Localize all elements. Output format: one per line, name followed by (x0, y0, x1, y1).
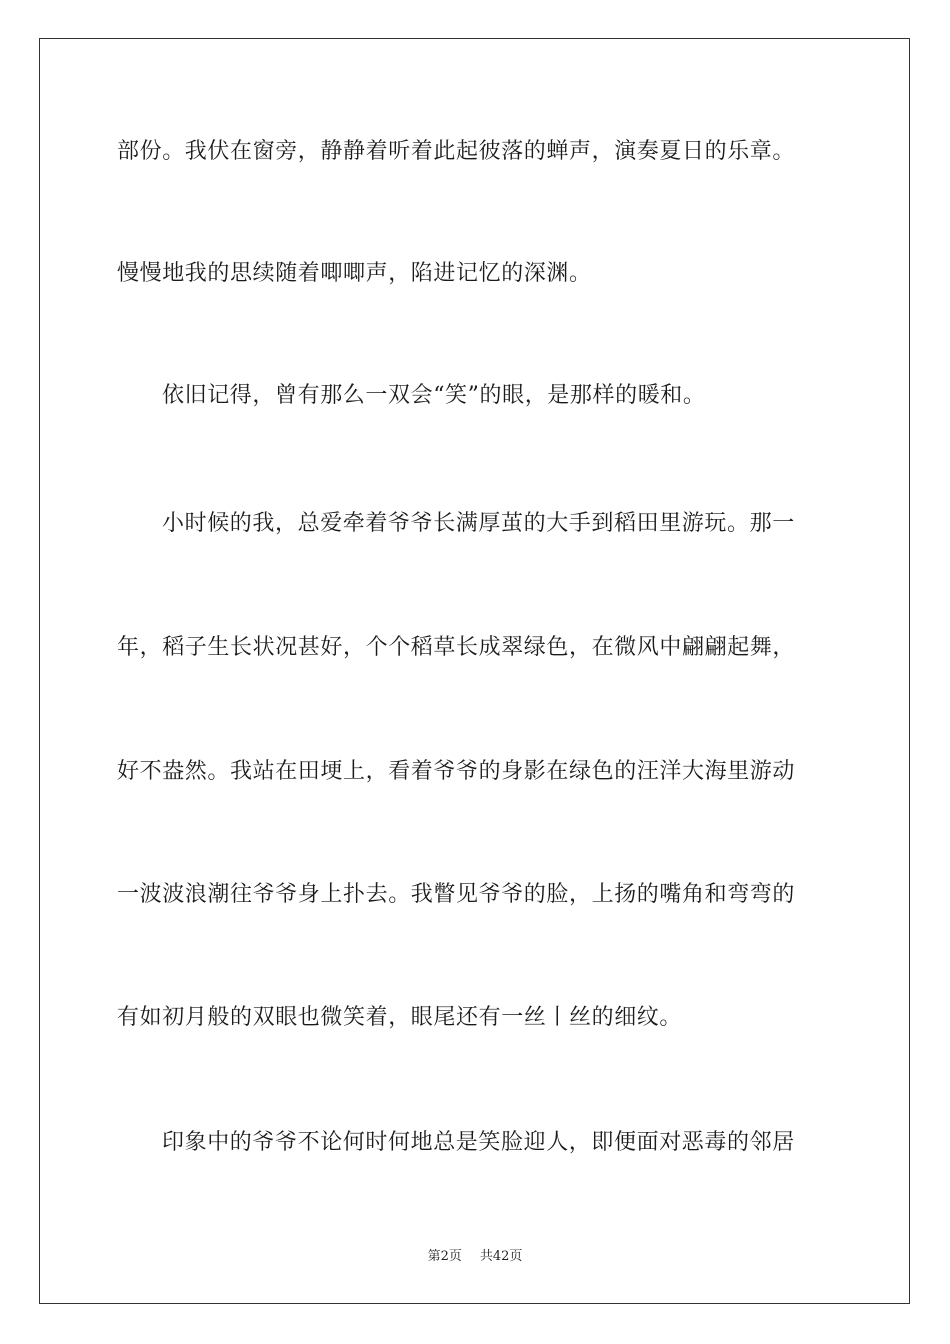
page-footer (0, 1248, 950, 1266)
page-total: 共42页 (479, 1249, 523, 1264)
text-line: 好不盎然。我站在田埂上，看着爷爷的身影在绿色的汪洋大海里游动 (117, 759, 796, 784)
text-line: 有如初月般的双眼也微笑着，眼尾还有一丝丨丝的细纹。 (117, 1005, 683, 1030)
paragraph-start-line: 依旧记得，曾有那么一双会“笑”的眼，是那样的暖和。 (162, 383, 706, 408)
page-number: 第2页 (427, 1249, 462, 1264)
text-line: 年，稻子生长状况甚好，个个稻草长成翠绿色，在微风中翩翩起舞， (117, 635, 796, 660)
page-frame (39, 38, 910, 1304)
text-line-1: 部份。我伏在窗旁，静静着听着此起彼落的蝉声，演奏夏日的乐章。 (117, 139, 796, 164)
paragraph-start-line: 小时候的我，总爱牵着爷爷长满厚茧的大手到稻田里游玩。那一 (162, 511, 795, 536)
paragraph-start-line: 印象中的爷爷不论何时何地总是笑脸迎人，即便面对恶毒的邻居 (162, 1130, 795, 1155)
text-line-2: 慢慢地我的思续随着唧唧声，陷进记忆的深渊。 (117, 261, 592, 286)
text-line: 一波波浪潮往爷爷身上扑去。我瞥见爷爷的脸，上扬的嘴角和弯弯的 (117, 882, 796, 907)
